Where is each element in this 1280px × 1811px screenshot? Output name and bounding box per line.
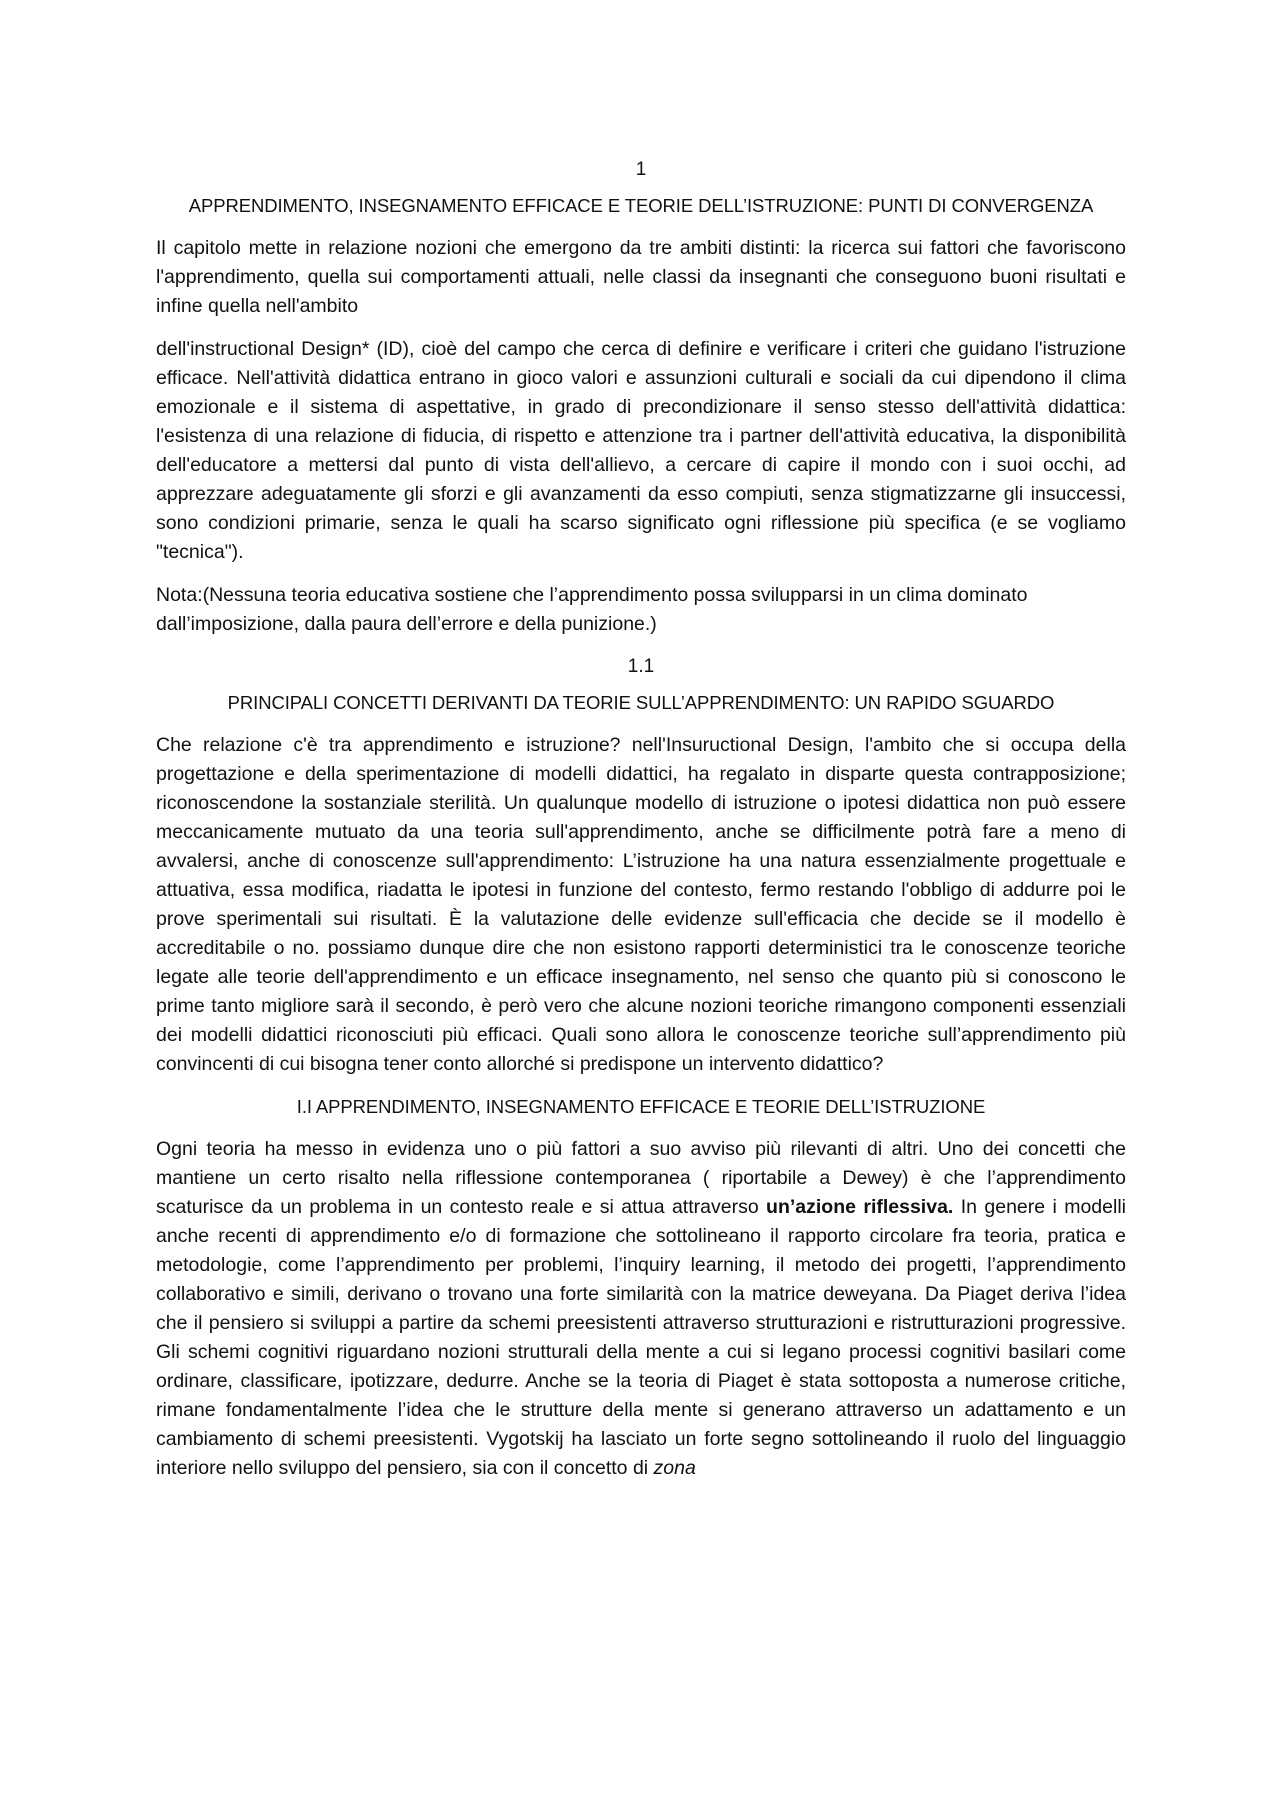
theories-paragraph <box>156 1135 1126 1483</box>
theories-text-continued: In genere i modelli anche recenti di apprendimento e/o di formazione che sottolineano il rapporto circolare fra teoria, pratica e metodologie, come l’apprendimento per problemi, l’inquiry learning, il metodo dei progetti, l’apprendimento collaborativo e simili, derivano o trovano una forte similarità con la matrice deweyana. Da Piaget deriva l’idea che il pensiero si sviluppi a partire da schemi preesistenti attraverso strutturazioni e ristrutturazioni progressive. Gli schemi cognitivi riguardano nozioni strutturali della mente a cui si legano processi cognitivi basilari come ordinare, classificare, ipotizzare, dedurre. Anche se la teoria di Piaget è stata sottoposta a numerose critiche, rimane fondamentalmente l’idea che le strutture della mente si generano attraverso un adattamento e un cambiamento di schemi preesistenti. Vygotskij ha lasciato un forte segno sottolineando il ruolo del linguaggio interiore nello sviluppo del pensiero, sia con il concetto di <box>156 1196 1126 1479</box>
learning-vs-instruction-paragraph: Che relazione c'è tra apprendimento e istruzione? nell'Insuructional Design, l'ambito che si occupa della progettazione e della sperimentazione di modelli didattici, ha regalato in disparte questa contrapposizione; riconoscendone la sostanziale sterilità. Un qualunque modello di istruzione o ipotesi didattica non può essere meccanicamente mutuato da una teoria sull'apprendimento, anche se difficilmente potrà fare a meno di avvalersi, anche di conoscenze sull'apprendimento: L’istruzione ha una natura essenzialmente progettuale e attuativa, essa modifica, riadatta le ipotesi in funzione del contesto, fermo restando l'obbligo di addurre poi le prove sperimentali sui risultati. È la valutazione delle evidenze sull'efficacia che decide se il modello è accreditabile o no. possiamo dunque dire che non esistono rapporti deterministici tra le conoscenze teoriche legate alle teorie dell'apprendimento e un efficace insegnamento, nel senso che quanto più si conoscono le prime tanto migliore sarà il secondo, è però vero che alcune nozioni teoriche rimangono componenti essenziali dei modelli didattici riconosciuti più efficaci. Quali sono allora le conoscenze teoriche sull’apprendimento più convincenti di cui bisogna tener conto allorché si predispone un intervento didattico? <box>156 734 1126 1075</box>
subsection-heading: I.I APPRENDIMENTO, INSEGNAMENTO EFFICACE E TEORIE DELL’ISTRUZIONE <box>296 1096 986 1117</box>
intro-paragraph: Il capitolo mette in relazione nozioni che emergono da tre ambiti distinti: la ricerca sui fattori che favoriscono l'apprendimento, quella sui comportamenti attuali, nelle classi da insegnanti che conseguono buoni risultati e infine quella nell'ambito <box>156 237 1126 317</box>
theories-text-start: Ogni teoria ha messo in evidenza uno o più fattori a suo avviso più rilevanti di altri. Uno dei concetti che mantiene un certo risalto nella riflessione contemporanea ( riportabile a Dewey) è che l’apprendimento scaturisce da un problema in un contesto reale e si attua attraverso <box>156 1138 1126 1218</box>
reflective-action-bold: un’azione riflessiva. <box>766 1196 954 1218</box>
note-paragraph: Nota:(Nessuna teoria educativa sostiene che l’apprendimento possa svilupparsi in un clima dominato dall’imposizione, dalla paura dell’errore e della punizione.) <box>156 584 1028 635</box>
section-heading: PRINCIPALI CONCETTI DERIVANTI DA TEORIE SULL’APPRENDIMENTO: UN RAPIDO SGUARDO <box>227 692 1055 713</box>
page-number: 1 <box>635 159 647 180</box>
chapter-heading: APPRENDIMENTO, INSEGNAMENTO EFFICACE E TEORIE DELL’ISTRUZIONE: PUNTI DI CONVERGENZA <box>188 195 1094 216</box>
zona-italic: zona <box>653 1457 696 1479</box>
section-number: 1.1 <box>627 656 655 677</box>
document-page <box>156 156 1126 1497</box>
instructional-design-paragraph: dell'instructional Design* (ID), cioè del campo che cerca di definire e verificare i criteri che guidano l'istruzione efficace. Nell'attività didattica entrano in gioco valori e assunzioni culturali e sociali da cui dipendono il clima emozionale e il sistema di aspettative, in grado di precondizionare il senso stesso dell'attività didattica: l'esistenza di una relazione di fiducia, di rispetto e attenzione tra i partner dell'attività educativa, la disponibilità dell'educatore a mettersi dal punto di vista dell'allievo, a cercare di capire il mondo con i suoi occhi, ad apprezzare adeguatamente gli sforzi e gli avanzamenti da esso compiuti, senza stigmatizzarne gli insuccessi, sono condizioni primarie, senza le quali ha scarso significato ogni riflessione più specifica (e se vogliamo "tecnica"). <box>156 338 1126 563</box>
